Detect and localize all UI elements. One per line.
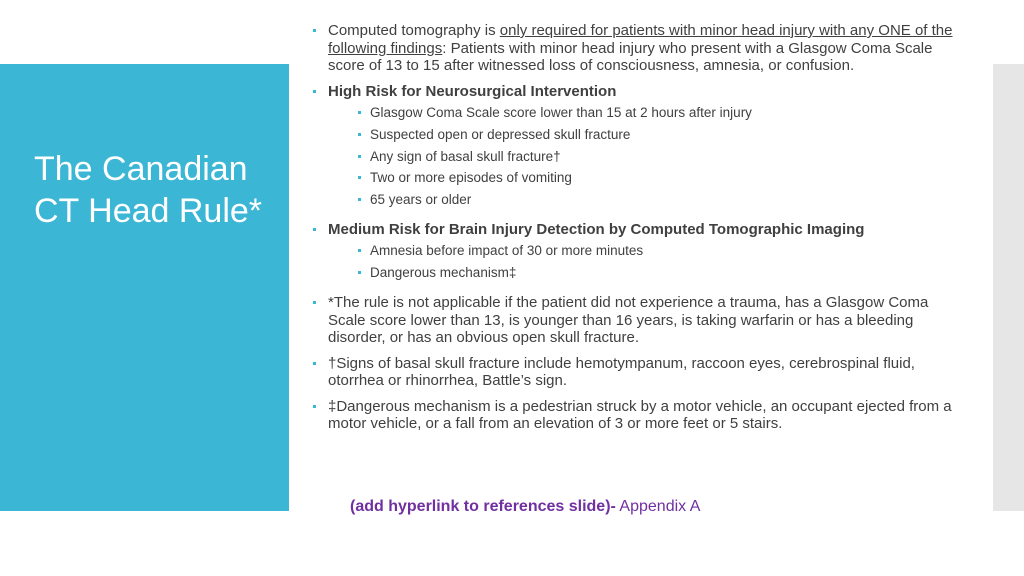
intro-text-underlined: only required for patients with minor head injury with any ONE of the following findings [328,22,953,57]
list-item: Dangerous mechanism‡ [328,262,961,284]
note-basal-skull-fracture: †Signs of basal skull fracture include hemotympanum, raccoon eyes, cerebrospinal fluid, otorrhea or rhinorrhea, Battle’s sign. [311,355,961,390]
note-not-applicable: *The rule is not applicable if the patient did not experience a trauma, has a Glasgow Coma Scale score lower than 13, is younger than 16 years, is taking warfarin or has a bleeding disorder, or has an obvious open skull fracture. [311,294,961,347]
list-item: Amnesia before impact of 30 or more minutes [328,240,961,262]
medium-risk-heading: Medium Risk for Brain Injury Detection by Computed Tomographic Imaging [328,220,865,238]
medium-risk-list [328,240,961,284]
intro-text-pre: Computed tomography is [328,22,500,39]
high-risk-bullet [311,83,961,211]
title-panel [0,64,289,511]
appendix-link[interactable]: Appendix A [615,498,701,515]
list-item: Glasgow Coma Scale score lower than 15 at 2 hours after injury [328,102,961,124]
list-item: Two or more episodes of vomiting [328,167,961,189]
slide-content [311,22,961,441]
intro-bullet [311,22,961,75]
note-dangerous-mechanism: ‡Dangerous mechanism is a pedestrian struck by a motor vehicle, an occupant ejected from a motor vehicle, or a fall from an elevation of 3 or more feet or 5 stairs. [311,398,961,433]
appendix-lead-text: (add hyperlink to references slide)- [350,498,616,515]
list-item: 65 years or older [328,189,961,211]
medium-risk-bullet [311,221,961,284]
slide-title: The Canadian CT Head Rule* [34,150,263,230]
high-risk-heading: High Risk for Neurosurgical Intervention [328,82,617,100]
list-item: Suspected open or depressed skull fracture [328,124,961,146]
side-strip [993,64,1024,511]
appendix-reference[interactable] [350,498,700,516]
intro-text-post: : Patients with minor head injury who present with a Glasgow Coma Scale score of 13 to 15 after witnessed loss of consciousness, amnesia, or confusion. [328,39,933,74]
list-item: Any sign of basal skull fracture† [328,146,961,168]
high-risk-list [328,102,961,211]
